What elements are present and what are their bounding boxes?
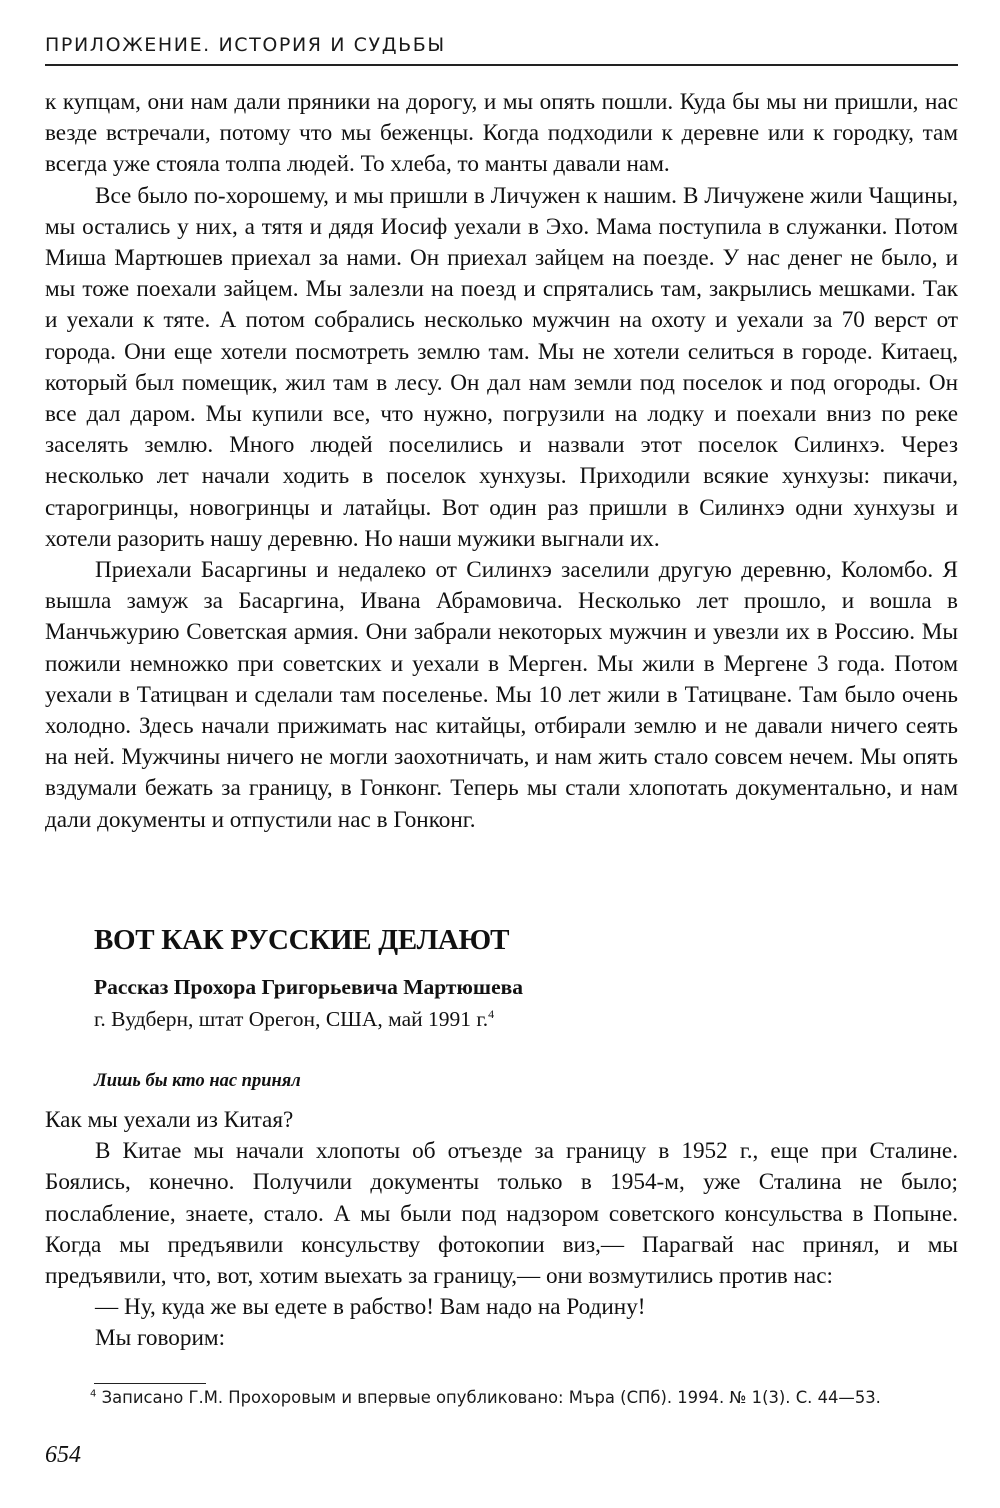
story-place-text: г. Вудберн, штат Орегон, США, май 1991 г. [94,1007,489,1032]
paragraph: Приехали Басаргины и недалеко от Силинхэ заселили другую деревню, Коломбо. Я вышла замуж за Басаргина, Ивана Абрамовича. Несколько лет прошло, и вошла в Манчьжурию Советская армия. Они забрали некоторых мужчин и увезли их в Россию. Мы пожили немножко при советских и уехали в Мерген. Мы жили в Мергене 3 года. Потом уехали в Татицван и сделали там поселенье. Мы 10 лет жили в Татицване. Там было очень холодно. Здесь начали прижимать нас китайцы, отбирали землю и не давали ничего сеять на ней. Мужчины ничего не могли заохотничать, и нам жить стало совсем нечем. Мы опять вздумали бежать за границу, в Гонконг. Теперь мы стали хлопотать документально, и нам дали документы и отпустили нас в Гонконг. [45,557,958,833]
footnote-text: Записано Г.М. Прохоровым и впервые опубликовано: Мъра (СПб). 1994. № 1(3). С. 44—53. [96,1388,881,1407]
chapter-title: ВОТ КАК РУССКИЕ ДЕЛАЮТ [94,924,510,956]
paragraph: — Ну, куда же вы едете в рабство! Вам надо на Родину! [95,1294,646,1321]
paragraph: к купцам, они нам дали пряники на дорогу, и мы опять пошли. Куда бы мы ни пришли, нас везде встречали, потому что мы беженцы. Когда подходили к деревне или к городку, там всегда уже стояла толпа людей. То хлеба, то манты давали нам. [45,89,958,178]
paragraph: Мы говорим: [95,1325,226,1352]
text-block-previous-story [45,87,958,836]
footnote-mark: 4 [90,1388,97,1400]
running-head: ПРИЛОЖЕНИЕ. ИСТОРИЯ И СУДЬБЫ [45,34,446,56]
footnote-reference: 4 [488,1007,495,1021]
section-subtitle: Лишь бы кто нас принял [94,1071,301,1091]
footnote [90,1388,960,1407]
text-block-story [45,1105,958,1355]
paragraph: Все было по-хорошему, и мы пришли в Личужен к нашим. В Личужене жили Чащины, мы остались у них, а тятя и дядя Иосиф уехали в Эхо. Мама поступила в служанки. Потом Миша Мартюшев приехал за нами. Он приехал зайцем на поезде. У нас денег не было, и мы тоже поехали зайцем. Мы залезли на поезд и спрятались там, закрылись мешками. Так и уехали к тяте. А потом собрались несколько мужчин на охоту и уехали за 70 верст от города. Они еще хотели посмотреть землю там. Мы не хотели селиться в городе. Китаец, который был помещик, жил там в лесу. Он дал нам земли под поселок и под огороды. Он все дал даром. Мы купили все, что нужно, погрузили на лодку и поехали вниз по реке заселять землю. Много людей поселились и назвали этот поселок Силинхэ. Через несколько лет начали ходить в поселок хунхузы. Приходили всякие хунхузы: пикачи, старогринцы, новогринцы и латайцы. Вот один раз пришли в Силинхэ одни хунхузы и хотели разорить нашу деревню. Но наши мужики выгнали их. [45,182,958,552]
header-rule [45,64,958,66]
page-number: 654 [45,1442,81,1468]
paragraph: Как мы уехали из Китая? [45,1107,294,1133]
footnote-rule [94,1383,206,1384]
story-place [94,1007,494,1032]
story-author: Рассказ Прохора Григорьевича Мартюшева [94,975,523,999]
paragraph: В Китае мы начали хлопоты об отъезде за границу в 1952 г., еще при Сталине. Боялись, конечно. Получили документы только в 1954-м, уже Сталина не было; послабление, знаете, стало. А мы были под надзором советского консульства в Попыне. Когда мы предъявили консульству фотокопии виз,— Парагвай нас принял, и мы предъявили, что, вот, хотим выехать за границу,— они возмутились против нас: [45,1138,958,1290]
